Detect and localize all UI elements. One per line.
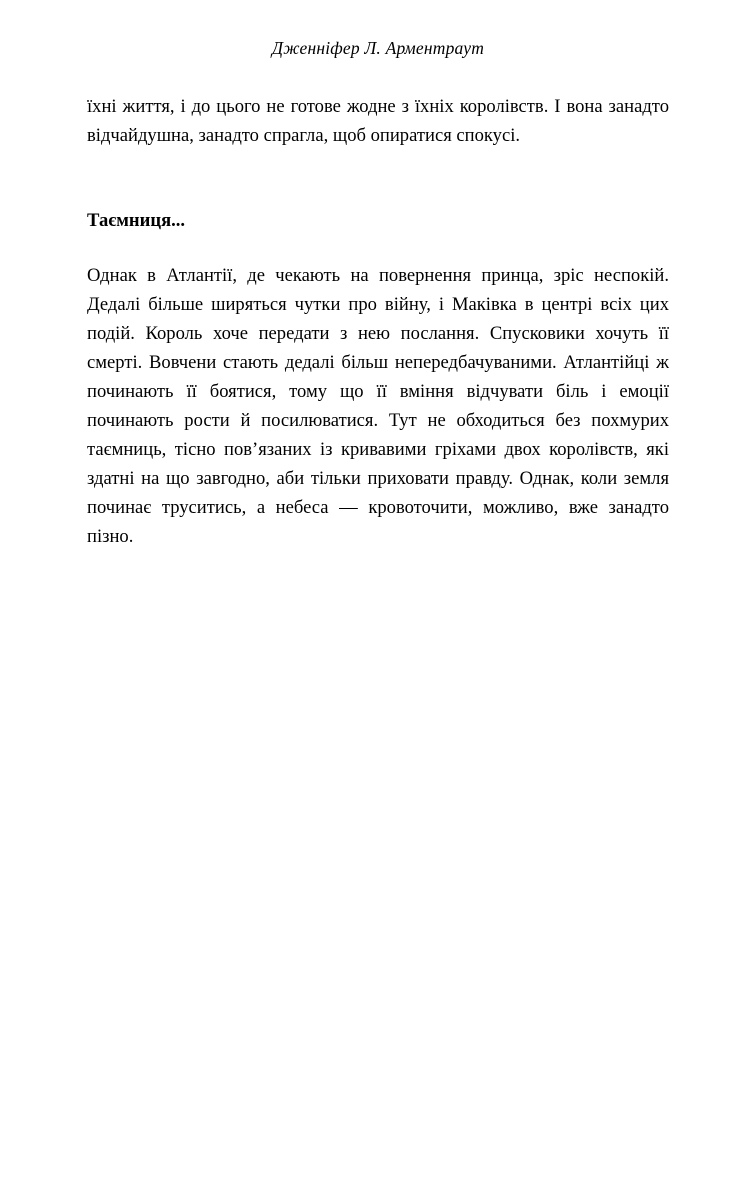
section-heading-secret: Таємниця... <box>87 210 186 231</box>
spacer-before-heading <box>87 150 669 206</box>
running-head-author: Дженніфер Л. Арментраут <box>271 38 485 58</box>
paragraph-synopsis: Однак в Атлантії, де чекають на повернення принца, зріс неспокій. Дедалі більше ширяться чутки про війну, і Маківка в центрі всіх цих подій. Король хоче передати з нею послання. Спусковики хочуть її смерті. Вовчени стають дедалі більш непередбачуваними. Атлантійці ж починають її боятися, тому що її вміння відчувати біль і емоції починають рости й посилюватися. Тут не обходиться без похмурих таємниць, тісно пов’язаних із кривавими гріхами двох королівств, які здатні на що завгодно, аби тільки приховати правду. Однак, коли земля починає труситись, а небеса — кровоточити, можливо, вже занадто пізно. <box>87 265 669 547</box>
spacer-after-heading <box>87 235 669 261</box>
page-text-block <box>87 92 669 551</box>
paragraph-continuation: їхні життя, і до цього не готове жодне з їхніх королівств. І вона занадто відчайдушна, занадто спрагла, щоб опиратися спокусі. <box>87 96 669 146</box>
